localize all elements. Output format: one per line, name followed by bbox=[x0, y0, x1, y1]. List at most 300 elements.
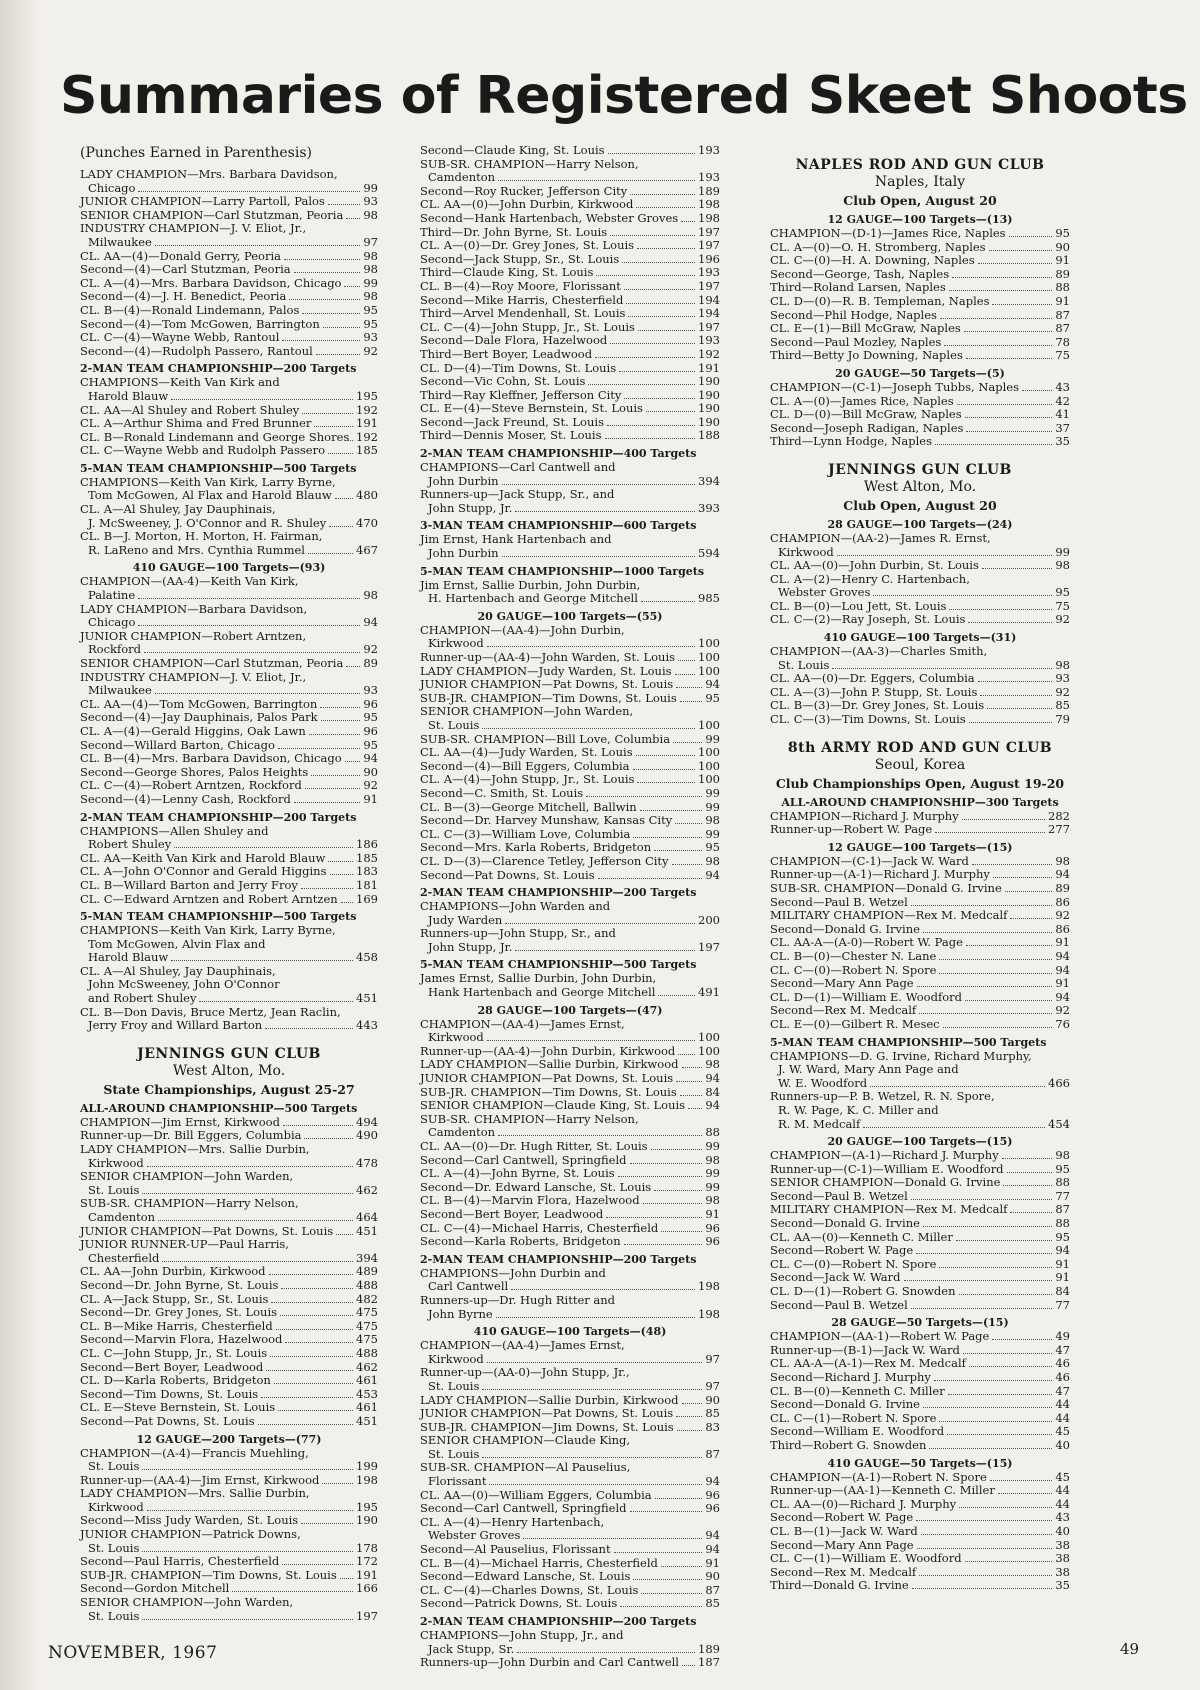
result-row bbox=[420, 841, 720, 855]
leader-dots bbox=[939, 1421, 1052, 1422]
result-row bbox=[770, 936, 1070, 950]
leader-dots bbox=[948, 1394, 1053, 1395]
result-row bbox=[770, 882, 1070, 896]
leader-dots bbox=[677, 1430, 703, 1431]
result-row bbox=[420, 266, 720, 280]
result-name: Webster Groves bbox=[778, 585, 871, 600]
result-row bbox=[420, 416, 720, 430]
event-heading: 12 GAUGE—200 Targets—(77) bbox=[136, 1432, 322, 1446]
result-line: CHAMPIONS—Keith Van Kirk and bbox=[80, 375, 280, 390]
result-row bbox=[420, 307, 720, 321]
result-name: CHAMPION—(A-1)—Robert N. Spore bbox=[770, 1469, 987, 1484]
leader-dots bbox=[965, 1561, 1053, 1562]
club-name: JENNINGS GUN CLUB bbox=[828, 461, 1012, 478]
result-name: Runner-up—(AA-4)—Jim Ernst, Kirkwood bbox=[80, 1472, 320, 1487]
result-name: Second—George, Tash, Naples bbox=[770, 266, 950, 281]
result-name: Third—Betty Jo Downing, Naples bbox=[770, 348, 963, 363]
leader-dots bbox=[281, 1288, 353, 1289]
result-name: SUB-SR. CHAMPION—Bill Love, Columbia bbox=[420, 731, 671, 746]
result-row bbox=[80, 417, 378, 431]
leader-dots bbox=[682, 1665, 695, 1666]
result-score: 95 bbox=[363, 316, 378, 331]
event-heading: 5-MAN TEAM CHAMPIONSHIP—500 Targets bbox=[80, 461, 357, 475]
result-score: 95 bbox=[1055, 585, 1070, 600]
result-name: Second—Robert W. Page bbox=[770, 1243, 914, 1258]
result-name: Runners-up—John Durbin and Carl Cantwell bbox=[420, 1655, 679, 1670]
result-name: Second—Dr. John Byrne, St. Louis bbox=[80, 1277, 279, 1292]
leader-dots bbox=[340, 1578, 353, 1579]
event-heading: 410 GAUGE—50 Targets—(15) bbox=[827, 1456, 1013, 1470]
result-line: SENIOR CHAMPION—John Warden, bbox=[80, 1595, 294, 1610]
result-name: W. E. Woodford bbox=[778, 1075, 868, 1090]
result-row bbox=[420, 1086, 720, 1100]
leader-dots bbox=[678, 660, 695, 661]
result-row bbox=[770, 349, 1070, 363]
result-row bbox=[420, 362, 720, 376]
result-name: Second—Dr. Edward Lansche, St. Louis bbox=[420, 1179, 652, 1194]
result-score: 466 bbox=[1048, 1075, 1070, 1090]
leader-dots bbox=[171, 399, 353, 400]
result-line: CHAMPIONS—D. G. Irvine, Richard Murphy, bbox=[770, 1048, 1032, 1063]
result-name: Second—(4)—Tom McGowen, Barrington bbox=[80, 316, 320, 331]
result-row bbox=[770, 241, 1070, 255]
leader-dots bbox=[1007, 1172, 1053, 1173]
leader-dots bbox=[586, 796, 702, 797]
result-score: 84 bbox=[1055, 1284, 1070, 1299]
leader-dots bbox=[680, 1095, 703, 1096]
leader-dots bbox=[682, 1403, 703, 1404]
result-name: CL. C—(2)—Ray Joseph, St. Louis bbox=[770, 612, 966, 627]
result-score: 443 bbox=[356, 1018, 378, 1033]
event-title: Club Open, August 20 bbox=[843, 193, 997, 208]
result-name: St. Louis bbox=[428, 717, 480, 732]
event-title: State Championships, August 25-27 bbox=[103, 1081, 355, 1097]
result-row bbox=[770, 991, 1070, 1005]
result-row bbox=[80, 544, 378, 558]
leader-dots bbox=[328, 861, 353, 862]
result-name: Camdenton bbox=[428, 1125, 496, 1140]
result-name: CL. AA—(0)—William Eggers, Columbia bbox=[420, 1487, 652, 1502]
result-name: Third—Donald G. Irvine bbox=[770, 1578, 909, 1593]
leader-dots bbox=[266, 1370, 353, 1371]
result-name: CL. AA—(4)—Tom McGowen, Barrington bbox=[80, 696, 318, 711]
leader-dots bbox=[598, 878, 703, 879]
leader-dots bbox=[155, 245, 361, 246]
result-name: CL. C—(0)—Robert N. Spore bbox=[770, 962, 937, 977]
result-row bbox=[80, 1569, 378, 1583]
leader-dots bbox=[966, 945, 1052, 946]
leader-dots bbox=[289, 299, 360, 300]
result-row bbox=[770, 546, 1070, 560]
event-heading: 20 GAUGE—100 Targets—(55) bbox=[477, 609, 663, 623]
result-score: 188 bbox=[698, 428, 720, 443]
result-name: CHAMPION—(A-1)—Richard J. Murphy bbox=[770, 1148, 999, 1163]
result-score: 91 bbox=[1055, 976, 1070, 991]
result-score: 94 bbox=[705, 1071, 720, 1086]
result-score: 99 bbox=[705, 785, 720, 800]
result-line: CHAMPIONS—Allen Shuley and bbox=[80, 823, 269, 838]
result-name: Second—Paul B. Wetzel bbox=[770, 1297, 908, 1312]
result-score: 92 bbox=[1055, 1003, 1070, 1018]
leader-dots bbox=[517, 1652, 695, 1653]
result-line: J. W. Ward, Mary Ann Page and bbox=[778, 1062, 959, 1077]
result-line: John McSweeney, John O'Connor bbox=[88, 977, 280, 992]
result-row bbox=[770, 254, 1070, 268]
result-score: 195 bbox=[356, 1499, 378, 1514]
result-score: 98 bbox=[363, 262, 378, 277]
result-name: Runner-up—(B-1)—Jack W. Ward bbox=[770, 1342, 960, 1357]
leader-dots bbox=[618, 1176, 703, 1177]
result-score: 94 bbox=[363, 615, 378, 630]
result-row bbox=[80, 1361, 378, 1375]
result-name: Second—(4)—Jay Dauphinais, Palos Park bbox=[80, 710, 318, 725]
leader-dots bbox=[923, 1407, 1052, 1408]
result-score: 99 bbox=[363, 180, 378, 195]
result-row bbox=[420, 773, 720, 787]
result-score: 488 bbox=[356, 1277, 378, 1292]
result-row bbox=[770, 1244, 1070, 1258]
result-score: 85 bbox=[705, 1406, 720, 1421]
result-row bbox=[80, 250, 378, 264]
result-row bbox=[420, 1167, 720, 1181]
result-score: 97 bbox=[363, 234, 378, 249]
leader-dots bbox=[837, 555, 1053, 556]
page-gutter bbox=[0, 0, 40, 1690]
result-row bbox=[420, 1543, 720, 1557]
result-row bbox=[80, 277, 378, 291]
result-score: 98 bbox=[1055, 853, 1070, 868]
result-row bbox=[420, 185, 720, 199]
result-name: Palatine bbox=[88, 588, 136, 603]
result-line: CHAMPION—(AA-2)—James R. Ernst, bbox=[770, 530, 991, 545]
leader-dots bbox=[965, 417, 1053, 418]
result-name: Camdenton bbox=[428, 170, 496, 185]
result-score: 98 bbox=[363, 289, 378, 304]
result-row bbox=[770, 1498, 1070, 1512]
result-score: 99 bbox=[363, 275, 378, 290]
result-score: 88 bbox=[1055, 1175, 1070, 1190]
result-score: 187 bbox=[698, 1655, 720, 1670]
result-score: 44 bbox=[1055, 1397, 1070, 1412]
result-line: SUB-SR. CHAMPION—Harry Nelson, bbox=[420, 1111, 639, 1126]
result-name: Third—Dennis Moser, St. Louis bbox=[420, 428, 602, 443]
result-name: SUB-JR. CHAMPION—Jim Downs, St. Louis bbox=[420, 1419, 674, 1434]
result-score: 89 bbox=[1055, 266, 1070, 281]
result-score: 38 bbox=[1055, 1564, 1070, 1579]
leader-dots bbox=[963, 1353, 1052, 1354]
column-2 bbox=[420, 143, 720, 1670]
result-score: 93 bbox=[1055, 671, 1070, 686]
result-name: CL. E—(4)—Steve Bernstein, St. Louis bbox=[420, 401, 643, 416]
result-row bbox=[770, 659, 1070, 673]
result-score: 189 bbox=[698, 1641, 720, 1656]
result-line: JUNIOR RUNNER-UP—Paul Harris, bbox=[80, 1237, 289, 1252]
result-score: 198 bbox=[698, 210, 720, 225]
leader-dots bbox=[155, 693, 361, 694]
leader-dots bbox=[502, 484, 695, 485]
result-row bbox=[420, 914, 720, 928]
result-score: 88 bbox=[705, 1125, 720, 1140]
result-line: LADY CHAMPION—Mrs. Sallie Durbin, bbox=[80, 1142, 310, 1157]
column-1 bbox=[80, 144, 378, 1634]
result-name: CL. A—(0)—James Rice, Naples bbox=[770, 393, 954, 408]
result-row bbox=[420, 280, 720, 294]
result-row bbox=[80, 643, 378, 657]
leader-dots bbox=[658, 995, 695, 996]
result-name: CL. A—(4)—Mrs. Barbara Davidson, Chicago bbox=[80, 275, 342, 290]
result-score: 98 bbox=[705, 813, 720, 828]
result-name: CL. B—(4)—Michael Harris, Chesterfield bbox=[420, 1555, 658, 1570]
leader-dots bbox=[935, 444, 1052, 445]
leader-dots bbox=[916, 1520, 1052, 1521]
result-line: SENIOR CHAMPION—John Warden, bbox=[80, 1169, 294, 1184]
result-name: CL. AA—Keith Van Kirk and Harold Blauw bbox=[80, 850, 326, 865]
result-score: 37 bbox=[1055, 420, 1070, 435]
leader-dots bbox=[498, 180, 695, 181]
result-name: John Stupp, Jr. bbox=[428, 500, 513, 515]
leader-dots bbox=[966, 431, 1052, 432]
leader-dots bbox=[283, 1125, 353, 1126]
result-row bbox=[420, 226, 720, 240]
event-heading: 410 GAUGE—100 Targets—(93) bbox=[132, 561, 326, 575]
result-name: Kirkwood bbox=[428, 1030, 484, 1045]
result-score: 45 bbox=[1055, 1424, 1070, 1439]
result-score: 100 bbox=[698, 758, 720, 773]
leader-dots bbox=[943, 1027, 1053, 1028]
result-row bbox=[420, 1140, 720, 1154]
result-row bbox=[80, 1320, 378, 1334]
leader-dots bbox=[1002, 1158, 1053, 1159]
leader-dots bbox=[965, 1000, 1052, 1001]
result-row bbox=[420, 171, 720, 185]
result-row bbox=[420, 801, 720, 815]
leader-dots bbox=[294, 272, 361, 273]
result-score: 35 bbox=[1055, 1578, 1070, 1593]
result-score: 475 bbox=[356, 1332, 378, 1347]
result-row bbox=[770, 1525, 1070, 1539]
club-name: JENNINGS GUN CLUB bbox=[137, 1045, 321, 1062]
leader-dots bbox=[487, 1362, 703, 1363]
result-score: 494 bbox=[356, 1114, 378, 1129]
result-score: 985 bbox=[698, 591, 720, 606]
result-name: CHAMPION—Richard J. Murphy bbox=[770, 808, 959, 823]
leader-dots bbox=[269, 1274, 354, 1275]
result-row bbox=[420, 719, 720, 733]
result-row bbox=[420, 787, 720, 801]
leader-dots bbox=[637, 248, 695, 249]
result-row bbox=[420, 1181, 720, 1195]
result-name: Second—C. Smith, St. Louis bbox=[420, 785, 584, 800]
event-title: Club Open, August 20 bbox=[843, 497, 997, 513]
result-name: Second—Tim Downs, St. Louis bbox=[80, 1386, 259, 1401]
result-row bbox=[420, 1154, 720, 1168]
result-score: 451 bbox=[356, 1223, 378, 1238]
result-row bbox=[770, 1385, 1070, 1399]
result-score: 198 bbox=[698, 1306, 720, 1321]
club-name: NAPLES ROD AND GUN CLUB bbox=[795, 157, 1045, 173]
result-row bbox=[420, 941, 720, 955]
result-score: 98 bbox=[1055, 558, 1070, 573]
leader-dots bbox=[863, 1127, 1045, 1128]
result-line: Runners-up—Dr. Hugh Ritter and bbox=[420, 1292, 616, 1307]
result-score: 99 bbox=[705, 731, 720, 746]
result-row bbox=[420, 1222, 720, 1236]
result-score: 491 bbox=[698, 985, 720, 1000]
result-row bbox=[420, 429, 720, 443]
result-score: 40 bbox=[1055, 1437, 1070, 1452]
leader-dots bbox=[661, 1566, 702, 1567]
leader-dots bbox=[966, 358, 1053, 359]
result-row bbox=[420, 1380, 720, 1394]
result-line: JUNIOR CHAMPION—Patrick Downs, bbox=[80, 1527, 301, 1542]
result-name: CL. A—Jack Stupp, Sr., St. Louis bbox=[80, 1291, 269, 1306]
leader-dots bbox=[633, 1579, 702, 1580]
result-name: Second—Vic Cohn, St. Louis bbox=[420, 374, 586, 389]
event-title: Club Championships Open, August 19-20 bbox=[775, 775, 1065, 791]
leader-dots bbox=[1010, 1212, 1052, 1213]
result-row bbox=[80, 739, 378, 753]
result-name: CL. E—Steve Bernstein, St. Louis bbox=[80, 1400, 276, 1415]
result-score: 94 bbox=[705, 1528, 720, 1543]
result-score: 394 bbox=[698, 473, 720, 488]
result-row bbox=[80, 1019, 378, 1033]
result-name: CL. D—(0)—Bill McGraw, Naples bbox=[770, 407, 962, 422]
result-name: Harold Blauw bbox=[88, 950, 169, 965]
result-name: St. Louis bbox=[88, 1608, 140, 1623]
result-row bbox=[80, 725, 378, 739]
result-name: CL. AA—(0)—John Durbin, St. Louis bbox=[770, 558, 979, 573]
result-score: 95 bbox=[1055, 1161, 1070, 1176]
result-row bbox=[80, 657, 378, 671]
result-row bbox=[770, 613, 1070, 627]
result-name: H. Hartenbach and George Mitchell bbox=[428, 591, 638, 606]
leader-dots bbox=[505, 923, 695, 924]
leader-dots bbox=[282, 340, 360, 341]
result-row bbox=[770, 699, 1070, 713]
result-score: 190 bbox=[356, 1513, 378, 1528]
leader-dots bbox=[311, 775, 360, 776]
result-score: 467 bbox=[356, 542, 378, 557]
leader-dots bbox=[681, 221, 695, 222]
result-line: SENIOR CHAMPION—John Warden, bbox=[420, 704, 634, 719]
result-name: CL. C—(4)—Robert Arntzen, Rockford bbox=[80, 778, 302, 793]
result-name: CL. A—(0)—Dr. Grey Jones, St. Louis bbox=[420, 238, 635, 253]
leader-dots bbox=[321, 720, 361, 721]
result-name: Second—(4)—Bill Eggers, Columbia bbox=[420, 758, 630, 773]
result-row bbox=[770, 1190, 1070, 1204]
result-score: 75 bbox=[1055, 598, 1070, 613]
result-row bbox=[80, 865, 378, 879]
result-score: 190 bbox=[698, 401, 720, 416]
column-3 bbox=[770, 144, 1070, 1634]
result-row bbox=[80, 431, 378, 445]
result-row bbox=[420, 334, 720, 348]
result-score: 87 bbox=[1055, 321, 1070, 336]
result-score: 93 bbox=[363, 194, 378, 209]
leader-dots bbox=[171, 960, 353, 961]
result-row bbox=[420, 1353, 720, 1367]
result-name: CL. AA-A—(A-0)—Robert W. Page bbox=[770, 935, 963, 950]
result-line: CHAMPIONS—Keith Van Kirk, Larry Byrne, bbox=[80, 923, 336, 938]
result-score: 96 bbox=[363, 696, 378, 711]
event-heading: 20 GAUGE—100 Targets—(15) bbox=[827, 1135, 1013, 1149]
result-score: 98 bbox=[1055, 657, 1070, 672]
leader-dots bbox=[641, 601, 695, 602]
result-row bbox=[420, 1421, 720, 1435]
result-row bbox=[420, 375, 720, 389]
result-line: SUB-SR. CHAMPION—Harry Nelson, bbox=[420, 156, 639, 171]
result-score: 94 bbox=[363, 751, 378, 766]
leader-dots bbox=[610, 343, 695, 344]
result-line: CHAMPION—(AA-4)—James Ernst, bbox=[420, 1338, 625, 1353]
result-score: 96 bbox=[705, 1501, 720, 1516]
result-row bbox=[770, 1371, 1070, 1385]
result-row bbox=[420, 1643, 720, 1657]
result-score: 98 bbox=[363, 248, 378, 263]
result-name: John Stupp, Jr. bbox=[428, 939, 513, 954]
result-score: 185 bbox=[356, 850, 378, 865]
event-heading: 28 GAUGE—50 Targets—(15) bbox=[831, 1316, 1009, 1330]
leader-dots bbox=[968, 622, 1052, 623]
result-row bbox=[80, 1225, 378, 1239]
result-score: 94 bbox=[1055, 1243, 1070, 1258]
result-score: 197 bbox=[698, 278, 720, 293]
result-name: Second—Phil Hodge, Naples bbox=[770, 307, 937, 322]
result-score: 199 bbox=[356, 1459, 378, 1474]
leader-dots bbox=[588, 384, 695, 385]
result-name: Kirkwood bbox=[88, 1499, 144, 1514]
result-name: Milwaukee bbox=[88, 234, 152, 249]
leader-dots bbox=[675, 674, 696, 675]
result-row bbox=[80, 1374, 378, 1388]
result-name: Second—Marvin Flora, Hazelwood bbox=[80, 1332, 283, 1347]
result-row bbox=[770, 1149, 1070, 1163]
result-score: 93 bbox=[363, 683, 378, 698]
result-score: 86 bbox=[1055, 894, 1070, 909]
result-name: Second—Joseph Radigan, Naples bbox=[770, 420, 964, 435]
result-score: 277 bbox=[1048, 822, 1070, 837]
result-score: 91 bbox=[1055, 253, 1070, 268]
result-name: Runner-up—(AA-4)—John Warden, St. Louis bbox=[420, 650, 676, 664]
result-name: Second—William E. Woodford bbox=[770, 1424, 945, 1439]
result-name: Milwaukee bbox=[88, 683, 152, 698]
leader-dots bbox=[626, 303, 695, 304]
result-score: 282 bbox=[1048, 808, 1070, 823]
result-name: CHAMPION—(C-1)—Jack W. Ward bbox=[770, 853, 969, 868]
result-score: 96 bbox=[705, 1220, 720, 1235]
result-name: CL. A—(0)—O. H. Stromberg, Naples bbox=[770, 239, 986, 254]
result-row bbox=[420, 746, 720, 760]
result-name: CHAMPION—(AA-1)—Robert W. Page bbox=[770, 1329, 990, 1344]
result-score: 42 bbox=[1055, 393, 1070, 408]
result-name: John Durbin bbox=[428, 473, 499, 488]
result-name: Second—George Shores, Palos Heights bbox=[80, 764, 309, 779]
result-row bbox=[80, 779, 378, 793]
result-name: CL. AA—Al Shuley and Robert Shuley bbox=[80, 402, 300, 417]
result-row bbox=[420, 1502, 720, 1516]
result-score: 91 bbox=[1055, 1270, 1070, 1285]
leader-dots bbox=[1010, 918, 1052, 919]
result-name: CL. D—(3)—Clarence Tetley, Jefferson City bbox=[420, 853, 669, 868]
result-score: 181 bbox=[356, 877, 378, 892]
result-row bbox=[80, 489, 378, 503]
result-name: Runner-up—Dr. Bill Eggers, Columbia bbox=[80, 1128, 302, 1143]
result-row bbox=[770, 1330, 1070, 1344]
leader-dots bbox=[502, 556, 695, 557]
leader-dots bbox=[335, 498, 353, 499]
page-number: 49 bbox=[1120, 1640, 1140, 1658]
leader-dots bbox=[304, 1138, 353, 1139]
